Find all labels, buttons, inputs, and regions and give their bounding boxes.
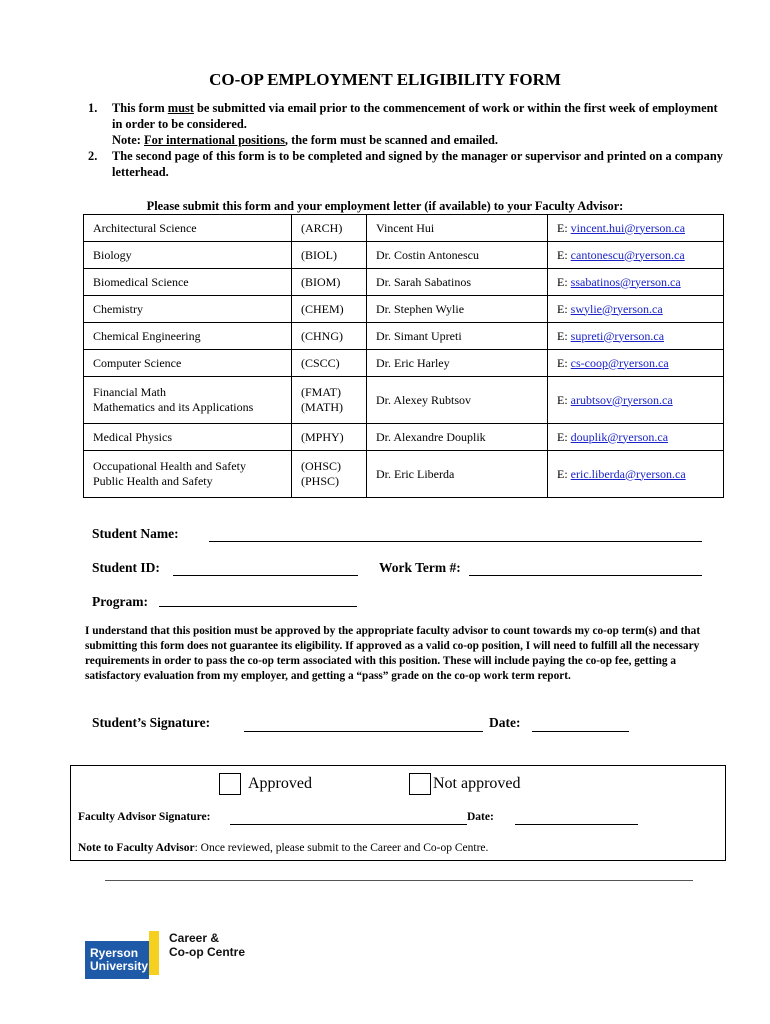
- ryerson-logo-accent: [149, 931, 159, 975]
- footer-divider: [105, 880, 693, 881]
- not-approved-label: Not approved: [433, 775, 521, 792]
- student-acknowledgement: I understand that this position must be approved by the appropriate faculty advisor to count towards my co-op term(s) and that submitting this form does not guarantee its eligibility. If approved as a valid co-op position, I will need to fulfill all the necessary requirements in order to pass the co-op term associated with this position. These will include paying the co-op fee, getting a satisfactory evaluation from my employer, and getting a “pass” grade on the co-op work term report.: [85, 625, 701, 682]
- student-name-label: Student Name:: [92, 526, 179, 541]
- faculty-date-field[interactable]: [515, 824, 638, 825]
- advisor-email-link[interactable]: douplik@ryerson.ca: [570, 429, 669, 444]
- advisor-email-link[interactable]: ssabatinos@ryerson.ca: [570, 274, 681, 289]
- instruction-item-2: 2. The second page of this form is to be completed and signed by the manager or supervisor and printed on a company letterhead.: [88, 149, 723, 179]
- table-row: Financial Math Mathematics and its Applications (FMAT) (MATH) Dr. Alexey Rubtsov E: arubtsov@ryerson.ca: [84, 377, 724, 424]
- international-note: Note: For international positions, the form must be scanned and emailed.: [112, 133, 498, 147]
- approved-label: Approved: [248, 775, 312, 792]
- advisor-email-link[interactable]: vincent.hui@ryerson.ca: [570, 220, 686, 235]
- instructions-list: [88, 100, 728, 180]
- table-row: Medical Physics (MPHY) Dr. Alexandre Douplik E: douplik@ryerson.ca: [84, 424, 724, 451]
- table-row: Architectural Science (ARCH) Vincent Hui E: vincent.hui@ryerson.ca: [84, 215, 724, 242]
- table-row: Biomedical Science (BIOM) Dr. Sarah Sabatinos E: ssabatinos@ryerson.ca: [84, 269, 724, 296]
- not-approved-checkbox[interactable]: [409, 773, 431, 795]
- faculty-advisor-table: [83, 214, 724, 498]
- table-row: Biology (BIOL) Dr. Costin Antonescu E: cantonescu@ryerson.ca: [84, 242, 724, 269]
- submit-instruction: Please submit this form and your employment letter (if available) to your Faculty Advisor:: [146, 199, 624, 213]
- student-signature-label: Student’s Signature:: [92, 715, 211, 730]
- table-row: Chemical Engineering (CHNG) Dr. Simant Upreti E: supreti@ryerson.ca: [84, 323, 724, 350]
- form-title: CO-OP EMPLOYMENT ELIGIBILITY FORM: [209, 70, 561, 89]
- program-field[interactable]: [159, 606, 357, 607]
- table-row: Computer Science (CSCC) Dr. Eric Harley E: cs-coop@ryerson.ca: [84, 350, 724, 377]
- faculty-date-label: Date:: [467, 811, 494, 823]
- advisor-email-link[interactable]: cs-coop@ryerson.ca: [570, 355, 669, 370]
- career-coop-centre-logo-text: Career & Co-op Centre: [169, 931, 245, 959]
- approved-checkbox[interactable]: [219, 773, 241, 795]
- faculty-advisor-note: Note to Faculty Advisor: Once reviewed, please submit to the Career and Co-op Centre.: [78, 842, 489, 854]
- signature-date-label: Date:: [489, 715, 521, 730]
- signature-date-field[interactable]: [532, 731, 629, 732]
- work-term-label: Work Term #:: [379, 560, 461, 575]
- student-id-label: Student ID:: [92, 560, 160, 575]
- faculty-signature-field[interactable]: [230, 824, 467, 825]
- student-signature-field[interactable]: [244, 731, 483, 732]
- advisor-email-link[interactable]: supreti@ryerson.ca: [570, 328, 665, 343]
- faculty-advisor-approval-box: [70, 765, 726, 861]
- advisor-email-link[interactable]: eric.liberda@ryerson.ca: [570, 466, 686, 481]
- work-term-field[interactable]: [469, 575, 702, 576]
- advisor-email-link[interactable]: swylie@ryerson.ca: [570, 301, 663, 316]
- advisor-email-link[interactable]: cantonescu@ryerson.ca: [570, 247, 685, 262]
- student-id-field[interactable]: [173, 575, 358, 576]
- ryerson-logo: Ryerson University: [85, 941, 149, 979]
- table-row: Occupational Health and Safety Public Health and Safety (OHSC) (PHSC) Dr. Eric Liberda E: eric.liberda@ryerson.ca: [84, 451, 724, 498]
- faculty-signature-label: Faculty Advisor Signature:: [78, 811, 211, 823]
- table-row: Chemistry (CHEM) Dr. Stephen Wylie E: swylie@ryerson.ca: [84, 296, 724, 323]
- instruction-item-1: 1. This form must be submitted via email prior to the commencement of work or within the first week of employment in order to be considered. Note: For international positions, the form must be scanned and emailed.: [88, 101, 718, 147]
- program-label: Program:: [92, 594, 148, 609]
- advisor-email-link[interactable]: arubtsov@ryerson.ca: [570, 392, 673, 407]
- student-name-field[interactable]: [209, 541, 702, 542]
